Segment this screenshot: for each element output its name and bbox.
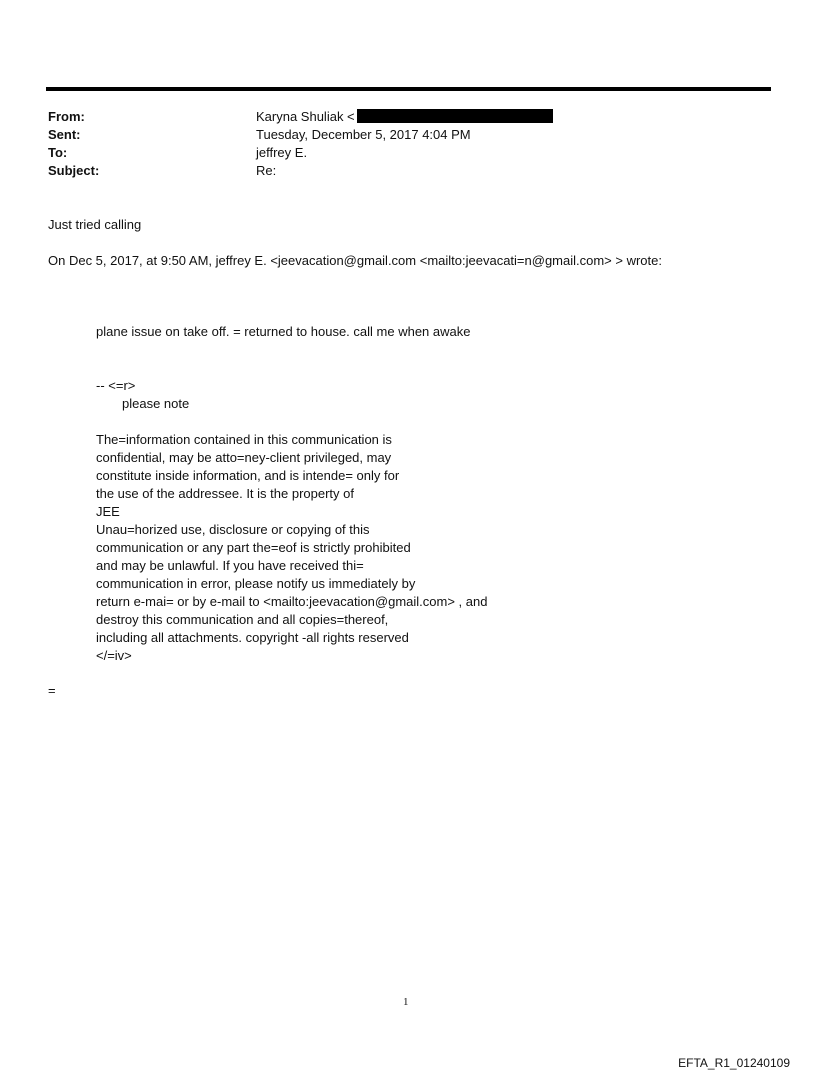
trailing-equals: = — [48, 683, 56, 698]
sent-value: Tuesday, December 5, 2017 4:04 PM — [256, 127, 471, 142]
disclaimer-line: communication or any part the=eof is strictly prohibited — [96, 540, 411, 555]
disclaimer-line: return e-mai= or by e-mail to <mailto:jeevacation@gmail.com> , and — [96, 594, 488, 609]
disclaimer-line: the use of the addressee. It is the property of — [96, 486, 354, 501]
sent-label: Sent: — [48, 127, 81, 142]
from-name: Karyna Shuliak < — [256, 109, 355, 124]
subject-value: Re: — [256, 163, 277, 178]
disclaimer-line: confidential, may be atto=ney-client privileged, may — [96, 450, 392, 465]
quoted-message: plane issue on take off. = returned to house. call me when awake — [96, 324, 471, 339]
disclaimer-line: The=information contained in this communication is — [96, 432, 392, 447]
quote-intro: On Dec 5, 2017, at 9:50 AM, jeffrey E. <jeevacation@gmail.com <mailto:jeevacati=n@gmail.com> > wrote: — [48, 253, 662, 268]
redaction-box — [357, 109, 553, 123]
reply-text: Just tried calling — [48, 217, 142, 232]
disclaimer-line: including all attachments. copyright -all rights reserved — [96, 630, 409, 645]
page-number: 1 — [403, 996, 409, 1008]
to-label: To: — [48, 145, 68, 160]
disclaimer-line: JEE — [96, 504, 120, 519]
from-label: From: — [48, 109, 85, 124]
from-value — [256, 108, 553, 126]
header-rule — [46, 87, 771, 91]
bates-number: EFTA_R1_01240109 — [678, 1056, 790, 1070]
disclaimer-line: communication in error, please notify us immediately by — [96, 576, 416, 591]
disclaimer-line: destroy this communication and all copies=thereof, — [96, 612, 389, 627]
disclaimer-line: </=iv> — [96, 648, 132, 663]
sent-row — [48, 126, 553, 144]
disclaimer-block — [96, 431, 487, 665]
to-value: jeffrey E. — [256, 145, 308, 160]
signature-note: please note — [122, 396, 190, 411]
email-header — [48, 108, 553, 180]
subject-row — [48, 162, 553, 180]
signature-line: -- <=r> — [96, 378, 136, 393]
to-row — [48, 144, 553, 162]
disclaimer-line: constitute inside information, and is intende= only for — [96, 468, 400, 483]
subject-label: Subject: — [48, 163, 100, 178]
disclaimer-line: and may be unlawful. If you have received thi= — [96, 558, 364, 573]
disclaimer-line: Unau=horized use, disclosure or copying of this — [96, 522, 370, 537]
from-row — [48, 108, 553, 126]
